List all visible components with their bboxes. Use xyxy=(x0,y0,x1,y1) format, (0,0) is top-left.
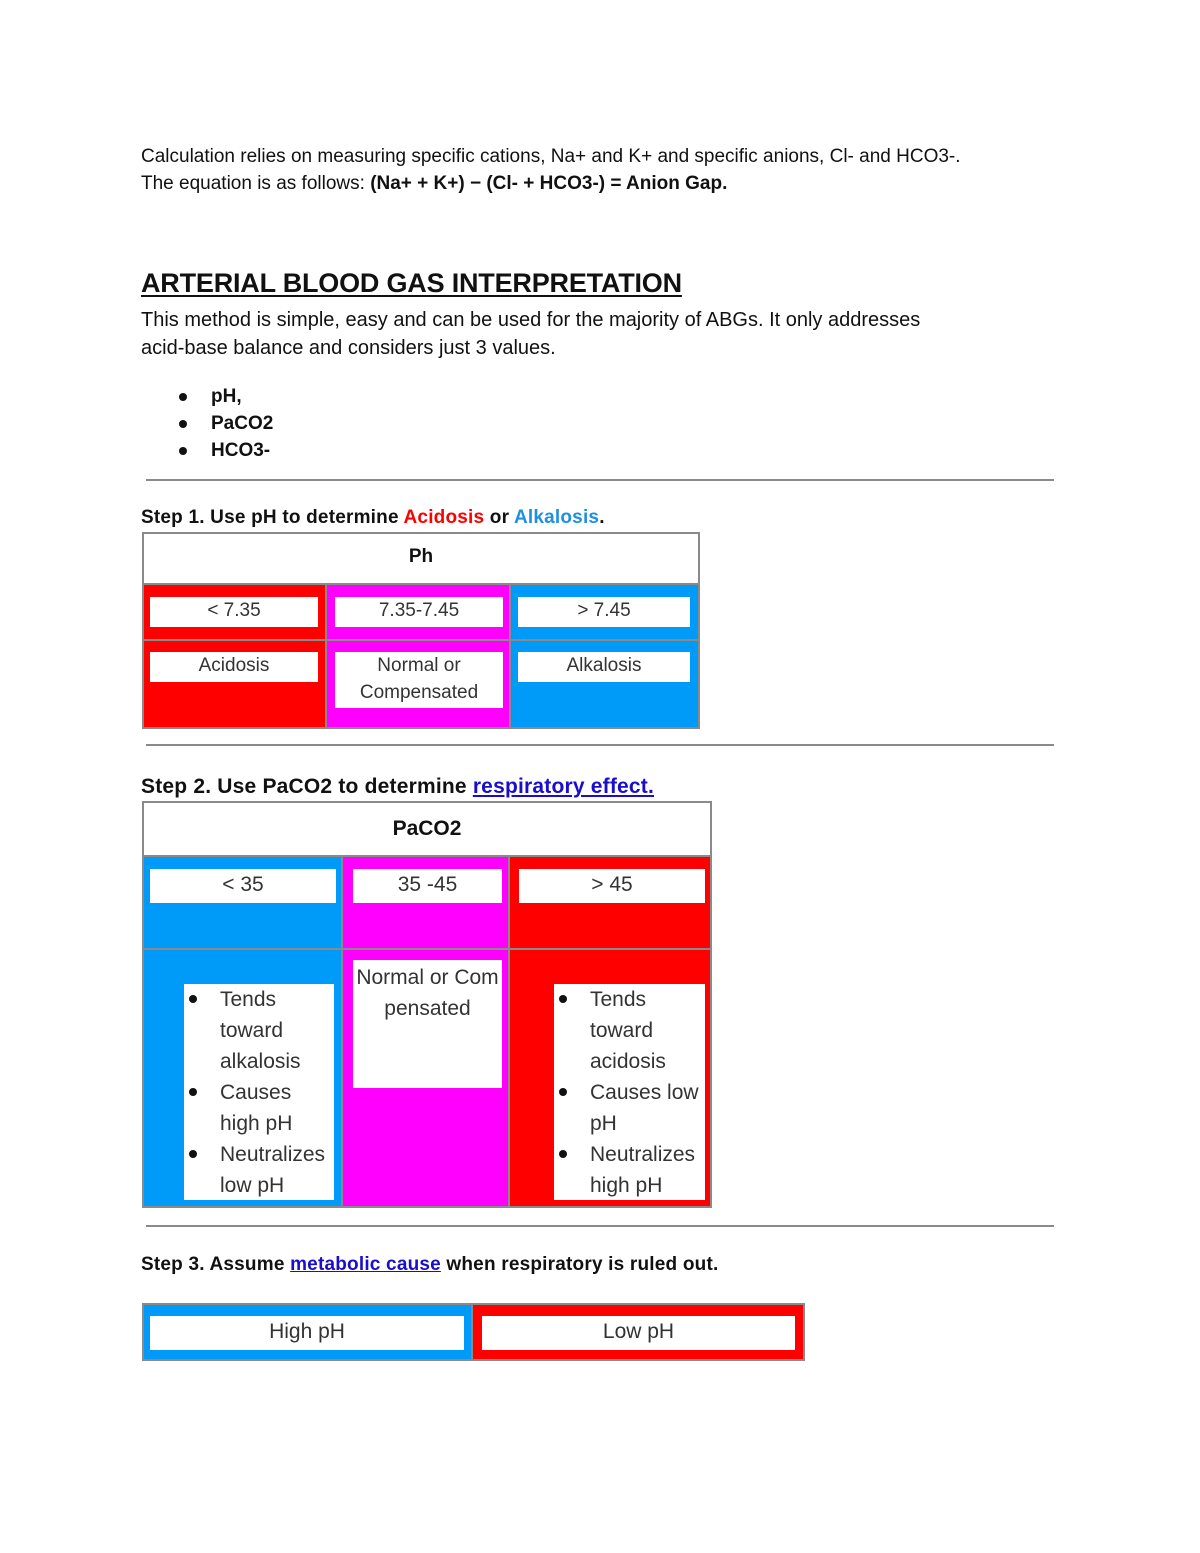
list-item xyxy=(184,1139,334,1201)
section-description xyxy=(141,306,1041,362)
list-item-text: Causes low pH xyxy=(590,1081,699,1135)
metabolic-low-ph: Low pH xyxy=(482,1316,795,1350)
metabolic-table xyxy=(142,1303,805,1361)
list-item-text: Neutralizes low pH xyxy=(220,1143,326,1197)
paco2-normal-box: Normal or Compensated xyxy=(353,960,502,1088)
divider xyxy=(146,744,1054,746)
alkalosis-label: Alkalosis xyxy=(513,507,600,528)
ph-result-alkalosis: Alkalosis xyxy=(518,652,690,682)
divider xyxy=(341,857,343,1206)
list-item xyxy=(554,1077,705,1139)
list-item xyxy=(184,984,334,1077)
list-item xyxy=(184,1077,334,1139)
list-item-text: Tends toward alkalosis xyxy=(220,988,301,1073)
paco2-table-header: PaCO2 xyxy=(144,803,710,856)
step-2-heading xyxy=(141,775,654,799)
ph-result-normal: Normal or Compensated xyxy=(335,652,503,708)
divider xyxy=(508,857,510,1206)
paco2-range-high: > 45 xyxy=(519,869,705,903)
divider xyxy=(144,948,710,950)
list-item-text: Tends toward acidosis xyxy=(590,988,666,1073)
acidosis-label: Acidosis xyxy=(403,507,485,528)
step-3-prefix: Step 3. Assume xyxy=(141,1254,291,1275)
ph-range-low: < 7.35 xyxy=(150,597,318,627)
value-item-hco3: HCO3- xyxy=(176,437,273,464)
ph-range-normal: 7.35-7.45 xyxy=(335,597,503,627)
step-2-prefix: Step 2. Use PaCO2 to determine xyxy=(141,775,473,798)
list-item-text: Causes high pH xyxy=(220,1081,293,1135)
step-3-heading xyxy=(141,1254,718,1276)
intro-line-1: Calculation relies on measuring specific cations, Na+ and K+ and specific anions, Cl- and HCO3-. xyxy=(141,146,961,167)
metabolic-cause-link[interactable]: metabolic cause xyxy=(290,1254,441,1275)
paco2-low-effects-box xyxy=(184,984,334,1200)
metabolic-high-ph: High pH xyxy=(150,1316,464,1350)
list-item xyxy=(554,1139,705,1201)
paco2-range-low: < 35 xyxy=(150,869,336,903)
step-1-period: . xyxy=(599,507,605,528)
intro-line-2-prefix: The equation is as follows: xyxy=(141,173,371,194)
anion-gap-equation: (Na+ + K+) − (Cl- + HCO3-) = Anion Gap xyxy=(370,173,723,194)
step-3-suffix: when respiratory is ruled out. xyxy=(440,1254,719,1275)
divider xyxy=(471,1305,473,1359)
step-1-heading xyxy=(141,507,605,529)
list-item xyxy=(554,984,705,1077)
respiratory-effect-link[interactable]: respiratory effect. xyxy=(472,775,655,798)
ph-table-header: Ph xyxy=(144,534,698,584)
description-line-2: acid-base balance and considers just 3 values. xyxy=(141,337,556,359)
divider xyxy=(509,585,511,727)
values-list xyxy=(176,383,273,464)
section-title: ARTERIAL BLOOD GAS INTERPRETATION xyxy=(141,268,682,298)
divider xyxy=(325,585,327,727)
step-1-prefix: Step 1. Use pH to determine xyxy=(141,507,404,528)
paco2-high-effects-box xyxy=(554,984,705,1200)
intro-line-2 xyxy=(141,170,1101,197)
intro-line-2-period: . xyxy=(722,173,728,194)
value-item-paco2: PaCO2 xyxy=(176,410,273,437)
ph-result-acidosis: Acidosis xyxy=(150,652,318,682)
paco2-range-normal: 35 -45 xyxy=(353,869,502,903)
intro-text xyxy=(141,143,1101,197)
description-line-1: This method is simple, easy and can be used for the majority of ABGs. It only addresses xyxy=(141,309,921,331)
paco2-low-effects-list xyxy=(184,984,334,1201)
ph-table xyxy=(142,532,700,729)
divider xyxy=(146,1225,1054,1227)
value-item-ph: pH, xyxy=(176,383,273,410)
paco2-high-effects-list xyxy=(554,984,705,1201)
list-item-text: Neutralizes high pH xyxy=(590,1143,696,1197)
divider xyxy=(144,639,698,641)
paco2-table xyxy=(142,801,712,1208)
divider xyxy=(146,479,1054,481)
step-1-or: or xyxy=(484,507,514,528)
ph-range-high: > 7.45 xyxy=(518,597,690,627)
